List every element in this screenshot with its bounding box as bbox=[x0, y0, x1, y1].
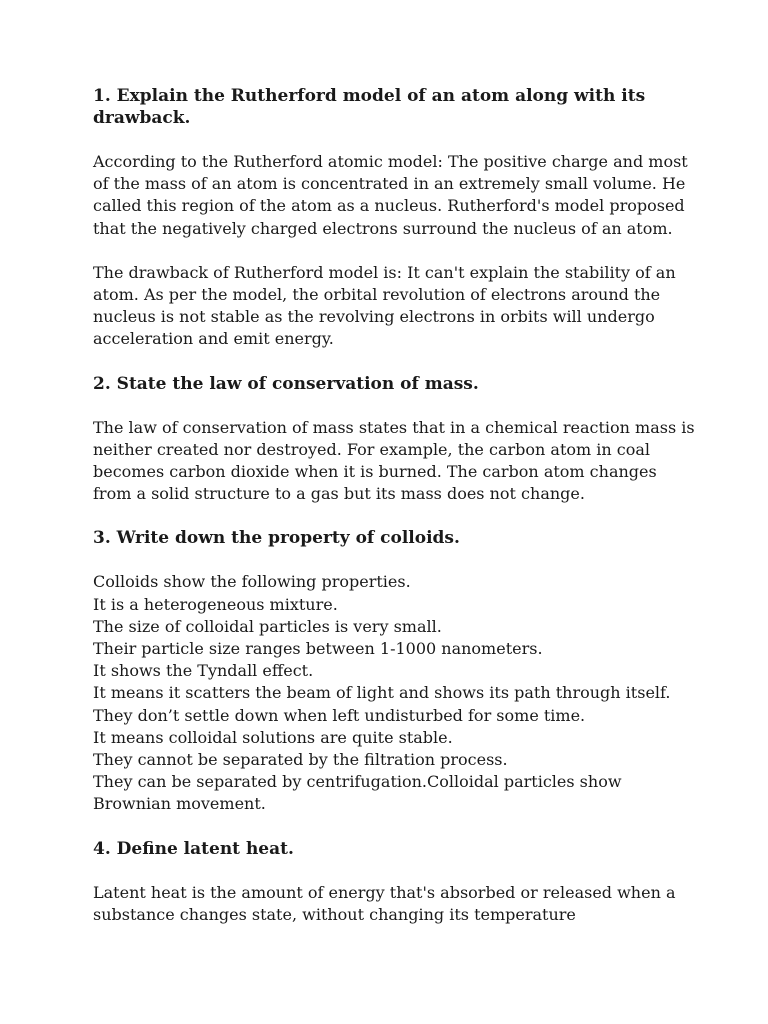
text-line: The drawback of Rutherford model is: It can't explain the stability of an bbox=[93, 262, 676, 282]
text-line: substance changes state, without changing its temperature bbox=[93, 904, 576, 924]
text-line: The size of colloidal particles is very small. bbox=[93, 616, 442, 636]
question-1-answer-paragraph-2 bbox=[93, 262, 693, 351]
heading-line: 2. State the law of conservation of mass. bbox=[93, 373, 479, 394]
text-line: neither created nor destroyed. For example, the carbon atom in coal bbox=[93, 439, 651, 459]
question-2-answer-paragraph bbox=[93, 417, 693, 506]
question-4-heading bbox=[93, 838, 693, 860]
text-line: It means it scatters the beam of light and shows its path through itself. bbox=[93, 683, 671, 703]
text-line: Latent heat is the amount of energy that's absorbed or released when a bbox=[93, 882, 676, 902]
text-line: The law of conservation of mass states that in a chemical reaction mass is bbox=[93, 417, 695, 437]
question-1-heading bbox=[93, 85, 693, 129]
text-line: Colloids show the following properties. bbox=[93, 572, 411, 592]
text-line: According to the Rutherford atomic model: The positive charge and most bbox=[93, 152, 688, 171]
text-line: They don’t settle down when left undisturbed for some time. bbox=[93, 705, 586, 725]
question-3-heading bbox=[93, 527, 693, 549]
text-line: It is a heterogeneous mixture. bbox=[93, 594, 338, 614]
text-line: They cannot be separated by the filtration process. bbox=[93, 750, 508, 770]
text-line: called this region of the atom as a nucleus. Rutherford's model proposed bbox=[93, 196, 685, 216]
text-line: becomes carbon dioxide when it is burned. The carbon atom changes bbox=[93, 462, 657, 482]
question-2-heading bbox=[93, 373, 693, 395]
question-4-answer-paragraph bbox=[93, 882, 693, 926]
text-line: acceleration and emit energy. bbox=[93, 329, 334, 349]
heading-line: 4. Define latent heat. bbox=[93, 838, 294, 859]
text-line: They can be separated by centrifugation.Colloidal particles show bbox=[93, 772, 622, 792]
question-1-answer-paragraph-1 bbox=[93, 151, 693, 240]
heading-line: 1. Explain the Rutherford model of an atom along with its bbox=[93, 86, 646, 106]
text-line: that the negatively charged electrons surround the nucleus of an atom. bbox=[93, 218, 673, 238]
text-line: It shows the Tyndall effect. bbox=[93, 661, 314, 681]
text-line: of the mass of an atom is concentrated in an extremely small volume. He bbox=[93, 174, 686, 194]
text-line: atom. As per the model, the orbital revolution of electrons around the bbox=[93, 285, 661, 305]
text-line: nucleus is not stable as the revolving electrons in orbits will undergo bbox=[93, 307, 655, 327]
text-line: Their particle size ranges between 1-1000 nanometers. bbox=[93, 639, 543, 659]
document-page bbox=[93, 85, 693, 926]
text-line: from a solid structure to a gas but its mass does not change. bbox=[93, 484, 585, 504]
text-line: It means colloidal solutions are quite stable. bbox=[93, 727, 453, 747]
text-line: Brownian movement. bbox=[93, 794, 266, 814]
heading-line: drawback. bbox=[93, 108, 191, 128]
question-3-answer-list bbox=[93, 571, 693, 815]
heading-line: 3. Write down the property of colloids. bbox=[93, 528, 460, 549]
